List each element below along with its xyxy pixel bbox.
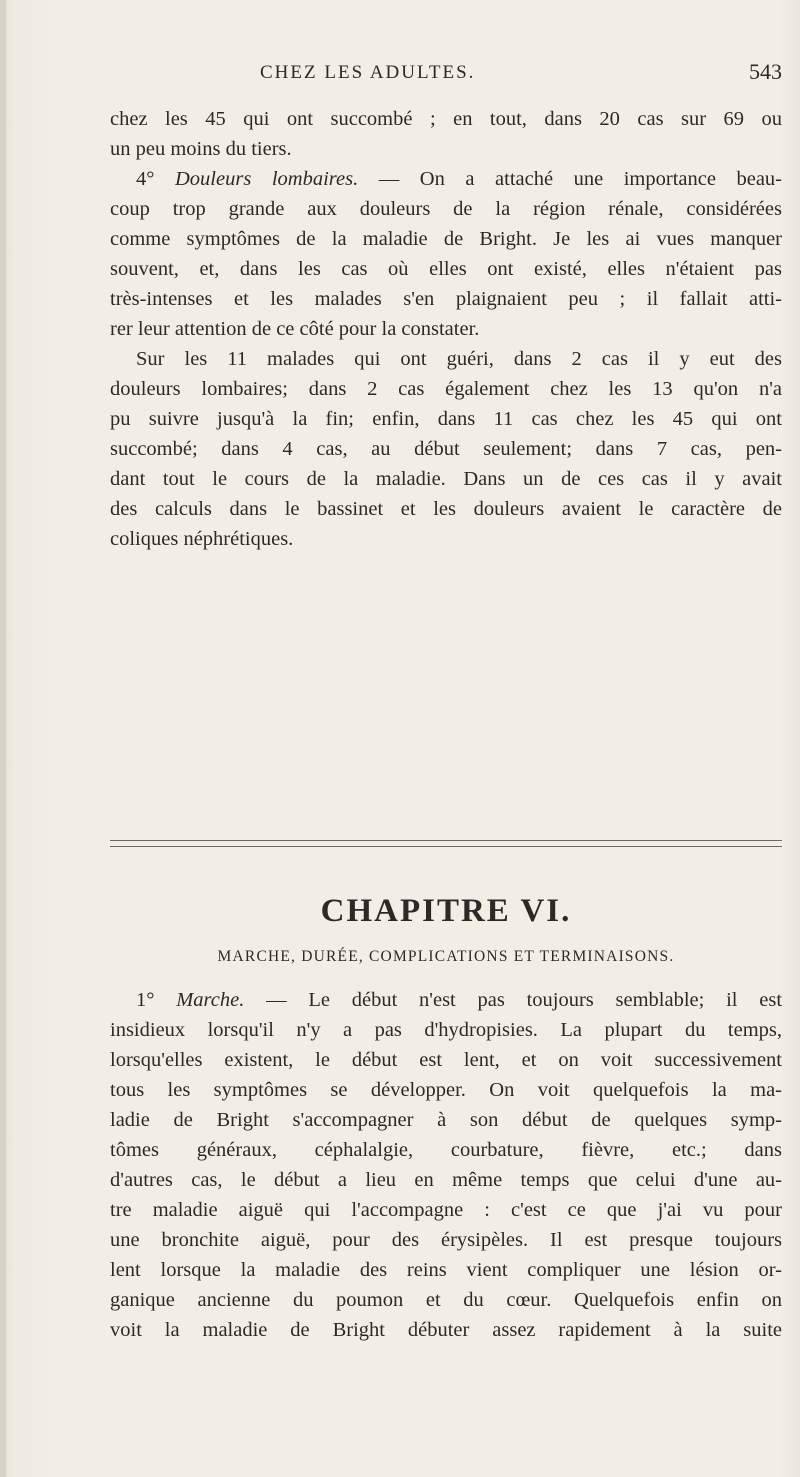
text-line: comme symptômes de la maladie de Bright. Je les ai vues manquer [110,228,782,250]
running-title: CHEZ LES ADULTES. [260,62,476,83]
text-line: tômes généraux, céphalalgie, courbature, fièvre, etc.; dans [110,1139,782,1161]
chapter-subtitle: MARCHE, DURÉE, COMPLICATIONS ET TERMINAISONS. [217,948,675,965]
text-line: lent lorsque la maladie des reins vient compliquer une lésion or- [110,1259,782,1281]
paragraph-number: 1° [136,989,155,1011]
chapter-title: CHAPITRE VI. [320,893,572,929]
text-block-top [110,104,782,554]
text-line: un peu moins du tiers. [110,138,292,160]
paragraph-heading: Douleurs lombaires. [175,168,359,190]
chapter-divider-rule [110,840,782,847]
text-line: dant tout le cours de la maladie. Dans un de ces cas il y avait [110,468,782,490]
paragraph-number: 4° [136,168,155,190]
text-line: douleurs lombaires; dans 2 cas également chez les 13 qu'on n'a [110,378,782,400]
text-line: lorsqu'elles existent, le début est lent, et on voit successivement [110,1049,782,1071]
text-line: très-intenses et les malades s'en plaignaient peu ; il fallait atti- [110,288,782,310]
text-line: tous les symptômes se développer. On voit quelquefois la ma- [110,1079,782,1101]
text-line: chez les 45 qui ont succombé ; en tout, dans 20 cas sur 69 ou [110,108,782,130]
text-line: des calculs dans le bassinet et les douleurs avaient le caractère de [110,498,782,520]
text-line: coup trop grande aux douleurs de la région rénale, considérées [110,198,782,220]
paragraph-marche-start [110,985,782,1015]
text-line: coliques néphrétiques. [110,528,294,550]
text-line: d'autres cas, le début a lieu en même temps que celui d'une au- [110,1169,782,1191]
text-block-bottom [110,985,782,1345]
running-head [110,59,782,92]
text-line: insidieux lorsqu'il n'y a pas d'hydropisies. La plupart du temps, [110,1019,782,1041]
text-line: Sur les 11 malades qui ont guéri, dans 2 cas il y eut des [136,348,782,370]
text-line: tre maladie aiguë qui l'accompagne : c'est ce que j'ai vu pour [110,1199,782,1221]
text-line: souvent, et, dans les cas où elles ont existé, elles n'étaient pas [110,258,782,280]
text-line: pu suivre jusqu'à la fin; enfin, dans 11 cas chez les 45 qui ont [110,408,782,430]
page-number: 543 [749,59,782,84]
text-line: succombé; dans 4 cas, au début seulement; dans 7 cas, pen- [110,438,782,460]
text-line: ganique ancienne du poumon et du cœur. Quelquefois enfin on [110,1289,782,1311]
text-line: voit la maladie de Bright débuter assez rapidement à la suite [110,1319,782,1341]
paragraph-douleurs-lombaires-start [110,164,782,194]
paragraph-heading: Marche. [176,989,245,1011]
text-line: rer leur attention de ce côté pour la constater. [110,318,480,340]
text-line-rest: — On a attaché une importance beau- [358,168,782,190]
text-line-rest: — Le début n'est pas toujours semblable; il est [244,989,782,1011]
text-line: ladie de Bright s'accompagner à son début de quelques symp- [110,1109,782,1131]
page-binding-edge [0,0,6,1477]
text-line: une bronchite aiguë, pour des érysipèles. Il est presque toujours [110,1229,782,1251]
